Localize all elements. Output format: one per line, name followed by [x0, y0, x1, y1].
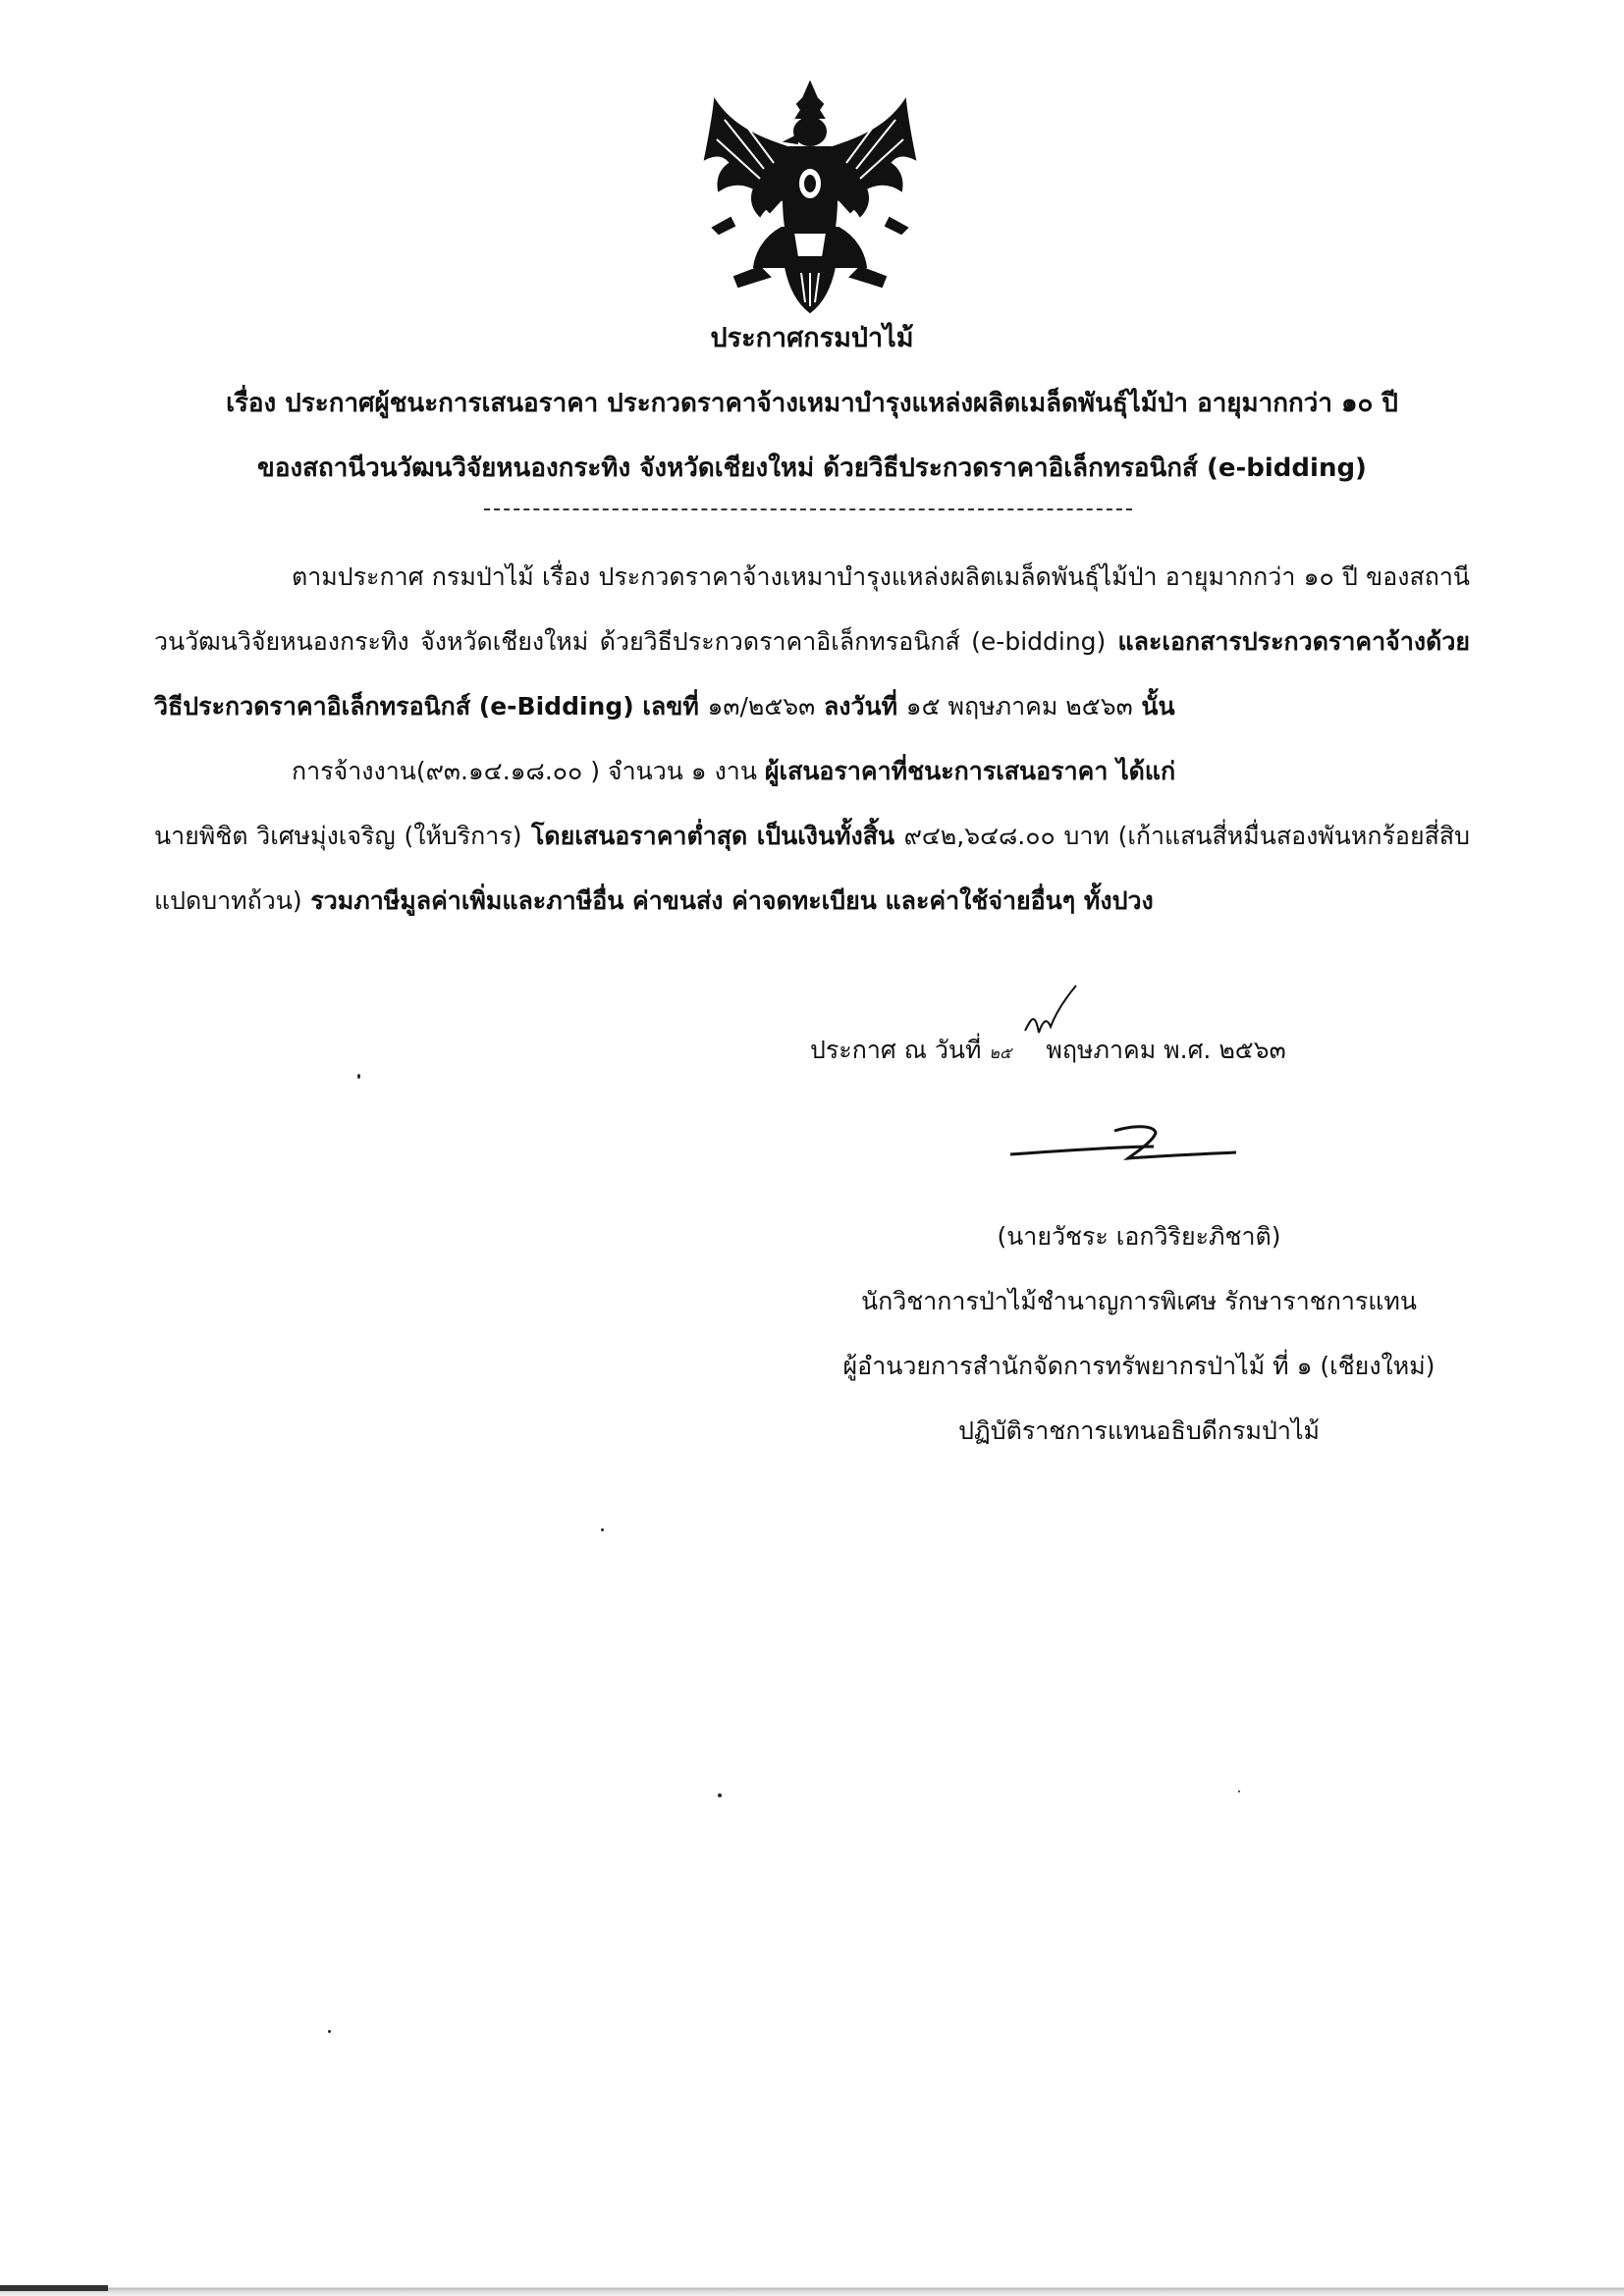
price-label: โดยเสนอราคาต่ำสุด เป็นเงินทั้งสิ้น [521, 822, 904, 850]
job-code: การจ้างงาน(๙๓.๑๔.๑๘.๐๐ ) จำนวน ๑ งาน [292, 757, 765, 785]
reference-end: นั้น [1132, 692, 1175, 721]
winner-label: ผู้เสนอราคาที่ชนะการเสนอราคา ได้แก่ [764, 757, 1176, 785]
subject-line-2: ของสถานีวนวัฒนวิจัยหนองกระทิง จังหวัดเชียงใหม่ ด้วยวิธีประกวดราคาอิเล็กทรอนิกส์ (e-bidding) [257, 454, 1367, 483]
scan-bottom-edge [0, 2283, 1624, 2296]
reference-doc: และเอกสารประกวดราคาจ้าง [1106, 627, 1427, 656]
reference-method: ด้วยวิธีประกวดราคาอิเล็กทรอนิกส์ (e-Bidding) [154, 627, 1470, 721]
price-amount: ๙๔๒,๖๔๘.๐๐ บาท (เก้าแสนสี่หมื่นสองพันหกร้อยสี่สิบแปดบาทถ้วน) [154, 822, 1470, 915]
paragraph-winner [154, 804, 1470, 934]
signer-block [766, 1204, 1512, 1464]
paragraph-award [154, 739, 1470, 804]
paragraph-reference [154, 545, 1470, 739]
winner-name: นายพิชิต วิเศษมุ่งเจริญ (ให้บริการ) [154, 822, 522, 850]
signer-position-3: ปฏิบัติราชการแทนอธิบดีกรมป่าไม้ [958, 1416, 1320, 1445]
reference-number: ๑๓/๒๕๖๓ [707, 692, 816, 721]
handwritten-signature [1006, 1117, 1242, 1176]
reference-text: ตามประกาศ กรมป่าไม้ เรื่อง ประกวดราคาจ้างเหมาบำรุงแหล่งผลิตเมล็ดพันธุ์ไม้ป่า อายุมากกว่า ๑๐ ปี ของสถานีวนวัฒนวิจัยหนองกระทิง จังหวัดเชียงใหม่ ด้วยวิธีประกวดราคาอิเล็กทรอนิกส์ (e-bidding) [154, 562, 1470, 656]
reference-no-label: เลขที่ [633, 692, 708, 721]
date-initial-mark [1021, 982, 1080, 1050]
date-day: ๒๕ [989, 1043, 1012, 1062]
date-month-year: พฤษภาคม พ.ศ. ๒๕๖๓ [1046, 1036, 1286, 1064]
signer-name: (นายวัชระ เอกวิริยะภิชาติ) [997, 1222, 1281, 1251]
scan-speck [718, 1793, 722, 1797]
signer-position-1: นักวิชาการป่าไม้ชำนาญการพิเศษ รักษาราชการแทน [861, 1287, 1417, 1315]
reference-date: ๑๕ พฤษภาคม ๒๕๖๓ [905, 692, 1133, 721]
price-inclusions: รวมภาษีมูลค่าเพิ่มและภาษีอื่น ค่าขนส่ง ค่าจดทะเบียน และค่าใช้จ่ายอื่นๆ ทั้งปวง [301, 886, 1154, 915]
scan-speck [328, 2030, 331, 2033]
announcement-title: ประกาศกรมป่าไม้ [710, 323, 914, 353]
garuda-emblem-icon [695, 80, 926, 314]
scan-speck [357, 1074, 360, 1079]
signer-position-2: ผู้อำนวยการสำนักจัดการทรัพยากรป่าไม้ ที่ ๑ (เชียงใหม่) [842, 1352, 1435, 1380]
date-prefix: ประกาศ ณ วันที่ [810, 1036, 982, 1064]
scan-speck [1238, 1790, 1240, 1792]
scan-bottom-edge-shadow [0, 2285, 108, 2291]
announcement-body [154, 545, 1470, 934]
divider-line [484, 508, 1132, 510]
scan-speck [601, 1528, 604, 1531]
announcement-subject [98, 371, 1526, 501]
reference-date-label: ลงวันที่ [815, 692, 906, 721]
subject-line-1: เรื่อง ประกาศผู้ชนะการเสนอราคา ประกวดราคาจ้างเหมาบำรุงแหล่งผลิตเมล็ดพันธุ์ไม้ป่า อายุมากกว่า ๑๐ ปี [226, 389, 1398, 418]
